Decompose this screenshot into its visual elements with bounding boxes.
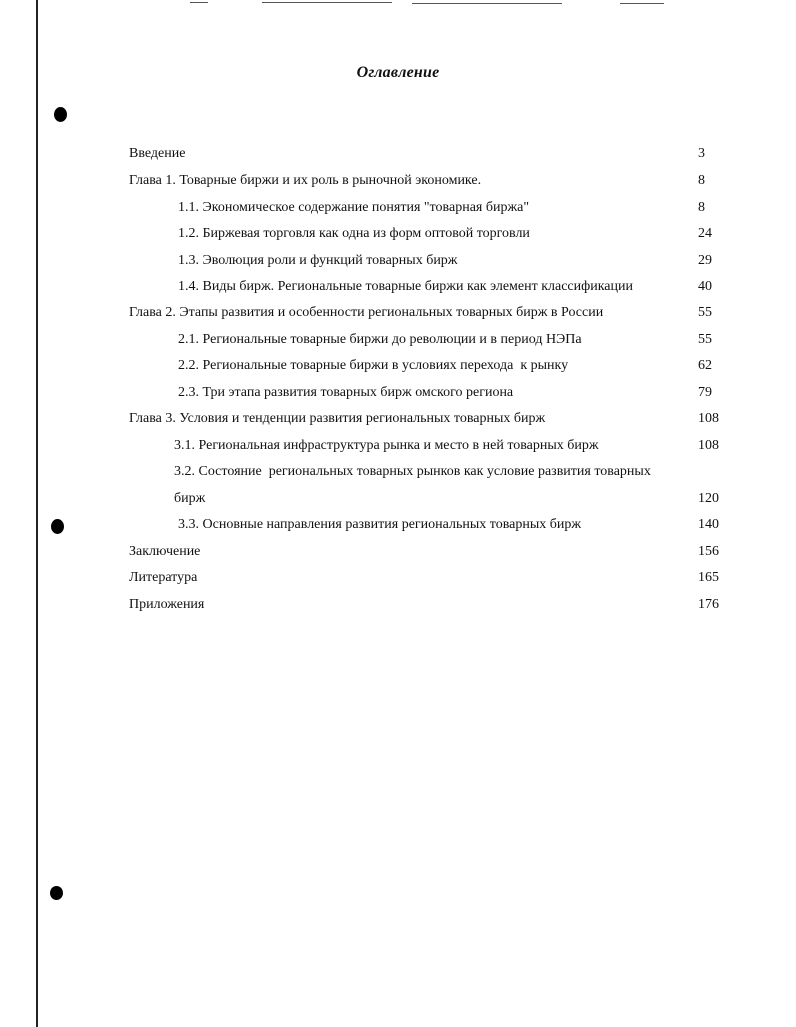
toc-page-number: 165 — [698, 570, 719, 585]
toc-page-number: 40 — [698, 279, 712, 294]
top-scan-mark — [190, 2, 208, 3]
toc-entry-section-3-3: 3.3. Основные направления развития региональных товарных бирж — [178, 517, 582, 532]
toc-page-number: 108 — [698, 438, 719, 453]
toc-entry-section-1-2: 1.2. Биржевая торговля как одна из форм оптовой торговли — [178, 226, 530, 241]
top-scan-mark — [620, 3, 664, 4]
toc-page-number: 156 — [698, 544, 719, 559]
toc-entry-section-1-3: 1.3. Эволюция роли и функций товарных бирж — [178, 253, 458, 268]
toc-page-number: 120 — [698, 491, 719, 506]
punch-hole — [54, 107, 67, 122]
toc-entry-section-1-1: 1.1. Экономическое содержание понятия "товарная биржа" — [178, 200, 530, 215]
page-title: Оглавление — [356, 64, 440, 81]
toc-page-number: 62 — [698, 358, 712, 373]
top-scan-mark — [412, 3, 562, 4]
top-scan-mark — [262, 2, 392, 3]
toc-entry-chapter-1: Глава 1. Товарные биржи и их роль в рыночной экономике. — [129, 173, 482, 188]
toc-entry-section-3-2: 3.2. Состояние региональных товарных рынков как условие развития товарных — [174, 464, 651, 479]
toc-page-number: 108 — [698, 411, 719, 426]
toc-entry-chapter-2: Глава 2. Этапы развития и особенности региональных товарных бирж в России — [129, 305, 604, 320]
toc-entry-appendices: Приложения — [129, 597, 205, 612]
toc-entry-chapter-3: Глава 3. Условия и тенденции развития региональных товарных бирж — [129, 411, 546, 426]
toc-page-number: 8 — [698, 173, 705, 188]
toc-entry-section-1-4: 1.4. Виды бирж. Региональные товарные биржи как элемент классификации — [178, 279, 633, 294]
toc-page-number: 24 — [698, 226, 712, 241]
toc-entry-conclusion: Заключение — [129, 544, 201, 559]
toc-page-number: 140 — [698, 517, 719, 532]
toc-page-number: 29 — [698, 253, 712, 268]
toc-entry-section-2-1: 2.1. Региональные товарные биржи до революции и в период НЭПа — [178, 332, 582, 347]
toc-entry-section-3-1: 3.1. Региональная инфраструктура рынка и место в ней товарных бирж — [174, 438, 599, 453]
toc-page-number: 176 — [698, 597, 719, 612]
toc-entry-section-2-2: 2.2. Региональные товарные биржи в условиях перехода к рынку — [178, 358, 569, 373]
toc-entry-literature: Литература — [129, 570, 198, 585]
toc-page-number: 79 — [698, 385, 712, 400]
toc-entry-section-3-2-continued: бирж — [174, 491, 206, 506]
punch-hole — [50, 886, 63, 900]
toc-entry-introduction: Введение — [129, 146, 186, 161]
toc-page-number: 8 — [698, 200, 705, 215]
toc-page-number: 3 — [698, 146, 705, 161]
toc-page-number: 55 — [698, 305, 712, 320]
binding-edge-line — [36, 0, 38, 1027]
toc-entry-section-2-3: 2.3. Три этапа развития товарных бирж омского региона — [178, 385, 514, 400]
toc-page-number: 55 — [698, 332, 712, 347]
punch-hole — [51, 519, 64, 534]
